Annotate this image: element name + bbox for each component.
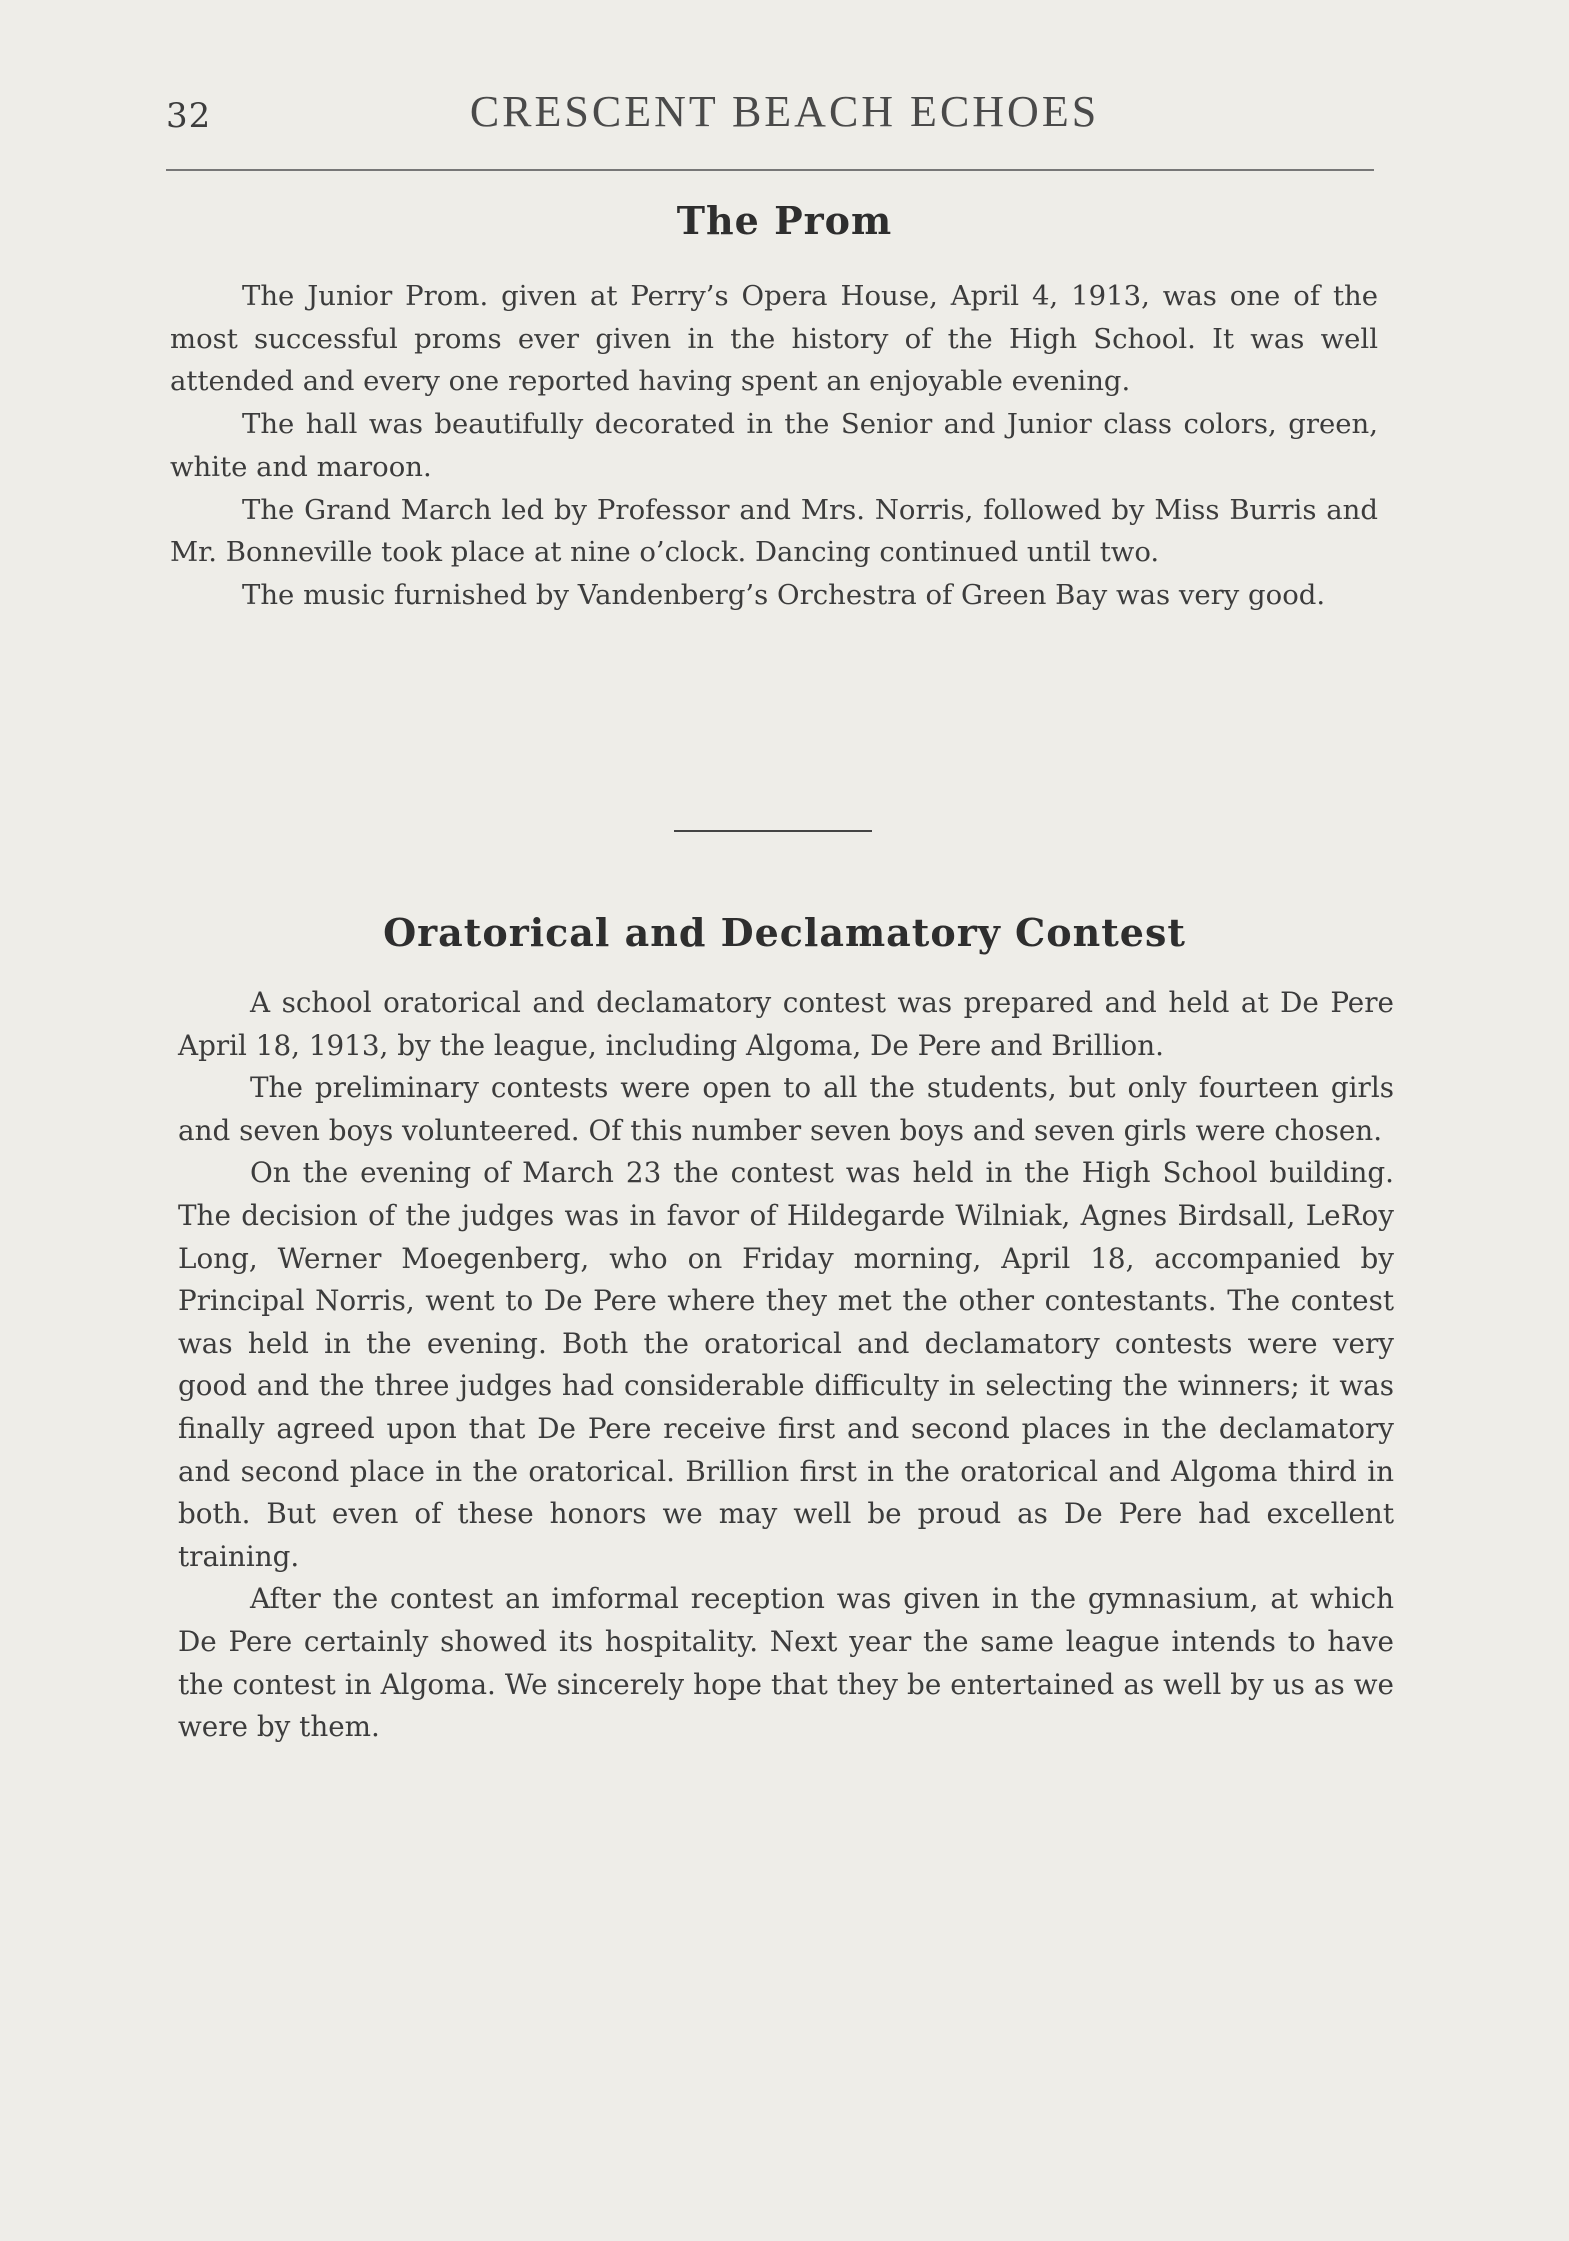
contest-paragraph-2: The preliminary contests were open to all the students, but only fourteen girls and seven boys volunteered. Of this number seven boys and seven girls were chosen. — [178, 1071, 1394, 1147]
section-title-contest: Oratorical and Declamatory Contest — [383, 910, 1186, 955]
contest-paragraph-3: On the evening of March 23 the contest was held in the High School building. The decision of the judges was in favor of Hildegarde Wilniak, Agnes Birdsall, LeRoy Long, Werner Moegenberg, who on Friday morning, April 18, accompanied by Principal Norris, went to De Pere where they met the other contestants. The contest was held in the evening. Both the oratorical and declamatory contests were very good and the three judges had considerable difficulty in selecting the winners; it was finally agreed upon that De Pere receive first and second places in the declamatory and second place in the oratorical. Brillion first in the oratorical and Algoma third in both. But even of these honors we may well be proud as De Pere had excellent training. — [178, 1156, 1394, 1573]
contest-paragraph-1: A school oratorical and declamatory contest was prepared and held at De Pere April 18, 1913, by the league, including Algoma, De Pere and Brillion. — [178, 986, 1394, 1062]
prom-paragraph-4: The music furnished by Vandenberg’s Orchestra of Green Bay was very good. — [242, 578, 1326, 611]
section-divider — [674, 830, 872, 832]
section-title-prom: The Prom — [676, 198, 893, 243]
page-number: 32 — [166, 96, 212, 136]
contest-paragraph-4: After the contest an imformal reception was given in the gymnasium, at which De Pere certainly showed its hospitality. Next year the same league intends to have the contest in Algoma. We sincerely hope that they be entertained as well by us as we were by them. — [178, 1582, 1394, 1744]
contest-article — [178, 982, 1394, 1749]
header-rule — [166, 169, 1374, 171]
running-head: CRESCENT BEACH ECHOES — [469, 87, 1100, 136]
prom-paragraph-3: The Grand March led by Professor and Mrs. Norris, followed by Miss Burris and Mr. Bonneville took place at nine o’clock. Dancing continued until two. — [170, 493, 1378, 569]
prom-article — [170, 275, 1378, 617]
prom-paragraph-1: The Junior Prom. given at Perry’s Opera House, April 4, 1913, was one of the most successful proms ever given in the history of the High School. It was well attended and every one reported having spent an enjoyable evening. — [170, 280, 1378, 398]
prom-paragraph-2: The hall was beautifully decorated in the Senior and Junior class colors, green, white and maroon. — [170, 408, 1378, 483]
